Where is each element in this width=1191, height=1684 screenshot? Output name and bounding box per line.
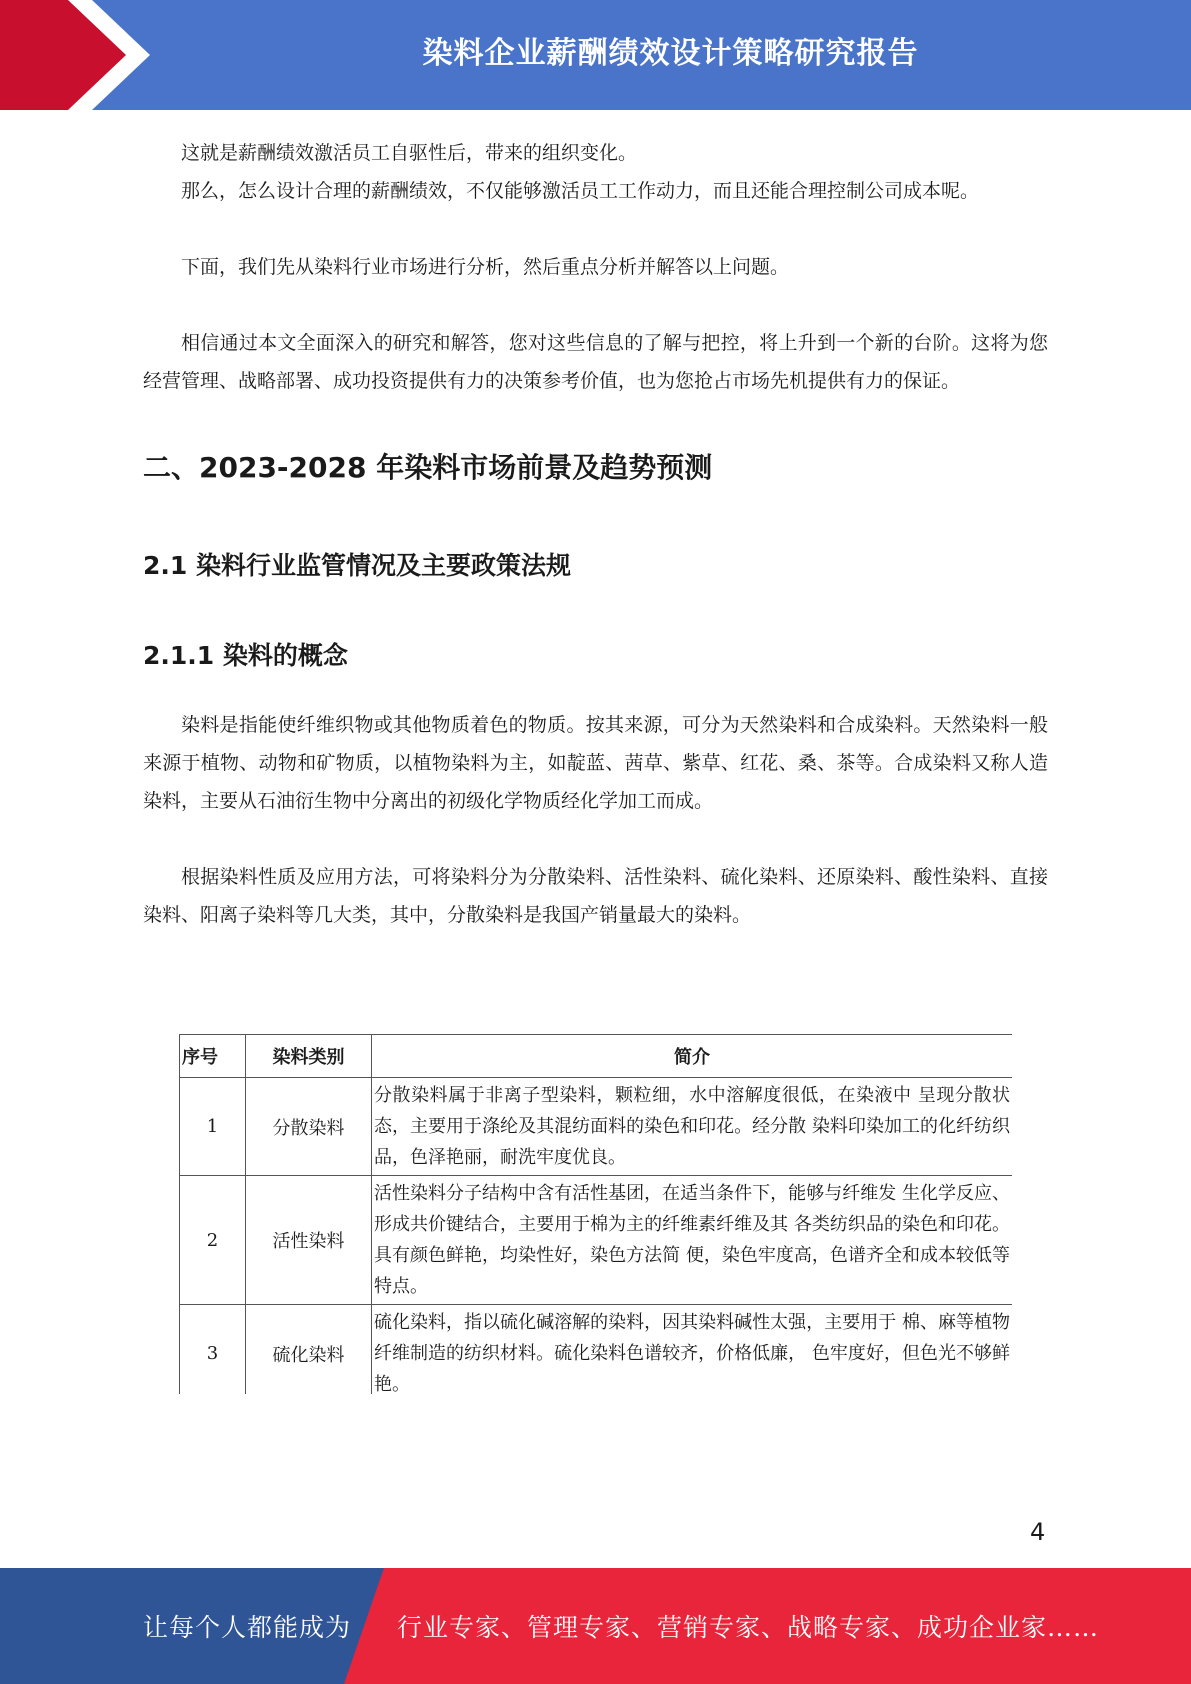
subsubsection-heading: 2.1.1 染料的概念: [143, 641, 348, 670]
intro-paragraph: 那么，怎么设计合理的薪酬绩效，不仅能够激活员工工作动力，而且还能合理控制公司成本呢。: [181, 180, 980, 202]
document-title: 染料企业薪酬绩效设计策略研究报告: [422, 36, 919, 71]
table-header-cell: 序号: [180, 1035, 246, 1078]
footer-slogan-left: 让每个人都能成为: [143, 1613, 352, 1642]
table-cell-desc: 硫化染料，指以硫化碱溶解的染料，因其染料碱性太强，主要用于 棉、麻等植物纤维制造的纺织材料。硫化染料色谱较齐，价格低廉， 色牢度好，但色光不够鲜艳。: [372, 1305, 1013, 1395]
table-cell-desc: 分散染料属于非离子型染料，颗粒细，水中溶解度很低，在染液中 呈现分散状态，主要用于涤纶及其混纺面料的染色和印花。经分散 染料印染加工的化纤纺织品，色泽艳丽，耐洗牢度优良。: [372, 1078, 1013, 1176]
body-paragraph: 根据染料性质及应用方法，可将染料分为分散染料、活性染料、硫化染料、还原染料、酸性染料、直接染料、阳离子染料等几大类，其中，分散染料是我国产销量最大的染料。: [143, 866, 1048, 926]
table-cell-num: 1: [180, 1078, 246, 1176]
page-content: [143, 134, 1048, 934]
table-row: [180, 1176, 1013, 1305]
table-cell-category: 硫化染料: [246, 1305, 372, 1395]
body-paragraph: 染料是指能使纤维织物或其他物质着色的物质。按其来源，可分为天然染料和合成染料。天然染料一般来源于植物、动物和矿物质，以植物染料为主，如靛蓝、茜草、紫草、红花、桑、茶等。合成染料又称人造染料，主要从石油衍生物中分离出的初级化学物质经化学加工而成。: [143, 714, 1048, 812]
table-cell-desc: 活性染料分子结构中含有活性基团，在适当条件下，能够与纤维发 生化学反应、形成共价键结合，主要用于棉为主的纤维素纤维及其 各类纺织品的染色和印花。具有颜色鲜艳，均染性好，染色方法简 便，染色牢度高，色谱齐全和成本较低等特点。: [372, 1176, 1013, 1305]
table-row: [180, 1305, 1013, 1395]
table-cell-num: 2: [180, 1176, 246, 1305]
page-number: 4: [1030, 1518, 1046, 1546]
table-header-cell: 简介: [372, 1035, 1013, 1078]
page-header: [0, 0, 1191, 110]
table-header-row: [180, 1035, 1013, 1078]
intro-paragraph: 相信通过本文全面深入的研究和解答，您对这些信息的了解与把控，将上升到一个新的台阶。这将为您经营管理、战略部署、成功投资提供有力的决策参考价值，也为您抢占市场先机提供有力的保证。: [143, 332, 1048, 392]
table-cell-category: 分散染料: [246, 1078, 372, 1176]
table-row: [180, 1078, 1013, 1176]
dye-types-table-wrapper: [179, 1034, 1012, 1394]
table-cell-category: 活性染料: [246, 1176, 372, 1305]
table-header-cell: 染料类别: [246, 1035, 372, 1078]
dye-types-table: [179, 1034, 1012, 1394]
intro-paragraph: 这就是薪酬绩效激活员工自驱性后，带来的组织变化。: [181, 142, 638, 164]
page-footer: [0, 1568, 1191, 1684]
section-heading: 二、2023-2028 年染料市场前景及趋势预测: [143, 451, 713, 484]
table-cell-num: 3: [180, 1305, 246, 1395]
intro-paragraph: 下面，我们先从染料行业市场进行分析，然后重点分析并解答以上问题。: [181, 256, 790, 278]
footer-slogan-right: 行业专家、管理专家、营销专家、战略专家、成功企业家……: [397, 1613, 1100, 1642]
subsection-heading: 2.1 染料行业监管情况及主要政策法规: [143, 551, 571, 580]
